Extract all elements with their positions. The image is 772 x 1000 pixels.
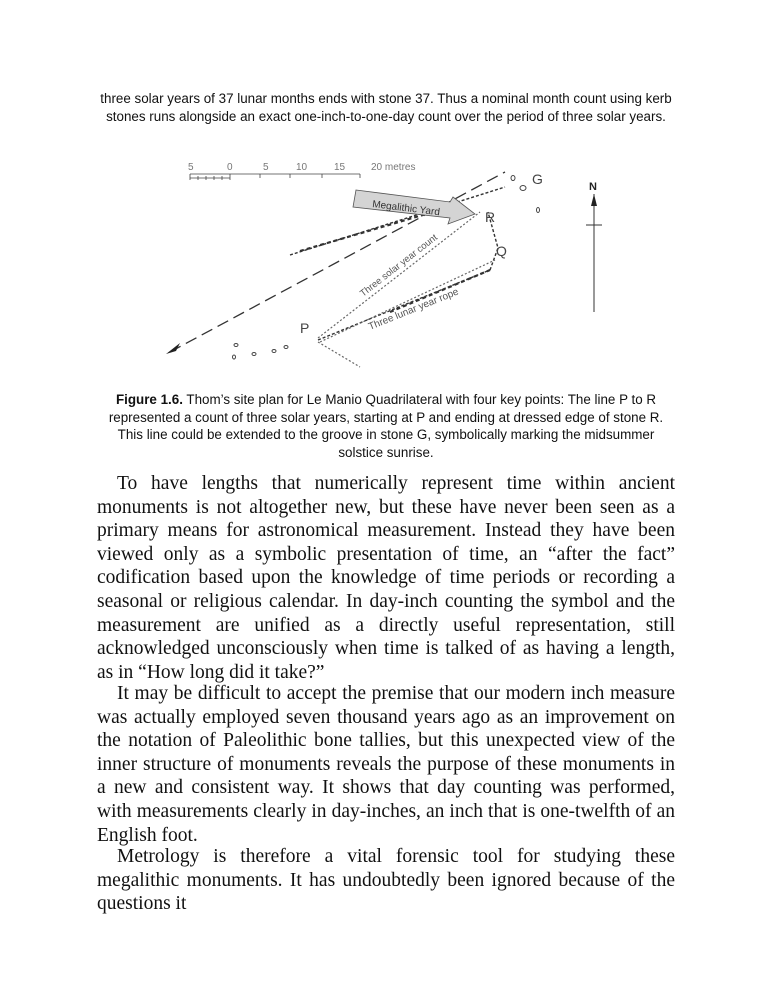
count-lines [318, 212, 495, 367]
intro-caption: three solar years of 37 lunar months ends with stone 37. Thus a nominal month count using kerb stones runs alongside an exact one-inch-to-one-day count over the period of three solar years. [100, 91, 672, 124]
scale-tick-label: 5 [263, 162, 269, 173]
scale-tick-label: 20 metres [371, 162, 416, 173]
scale-tick-label: 0 [227, 162, 233, 173]
point-r-label: R [485, 209, 496, 225]
figure-caption-label: Figure 1.6. [115, 392, 183, 407]
point-g-label: G [532, 171, 543, 187]
site-plan-diagram [150, 152, 630, 374]
body-paragraph-2 [97, 682, 675, 847]
scale-tick-label: 5 [188, 162, 194, 173]
figure-caption-text: Thom’s site plan for Le Manio Quadrilateral with four key points: The line P to R represented a count of three solar years, starting at P and ending at dressed edge of stone R. This line could be extended to the groove in stone G, symbolically marking the midsummer solstice sunrise. [108, 392, 664, 460]
north-label: N [589, 181, 597, 193]
megalithic-yard-label: Megalithic Yard [371, 199, 441, 219]
scale-bar [190, 174, 360, 180]
solar-count-label: Three solar year count [358, 232, 440, 300]
figure-caption [100, 391, 672, 461]
body-paragraph-1 [97, 472, 675, 684]
scale-labels [188, 162, 415, 173]
paragraph-text: Metrology is therefore a vital forensic tool for studying these megalithic monuments. It has undoubtedly been ignored because of the questions it [97, 846, 675, 915]
paragraph-text: It may be difficult to accept the premise that our modern inch measure was actually employed seven thousand years ago as an improvement on the notation of Paleolithic bone tallies, but this unexpected view of the inner structure of monuments reveals the purpose of these monuments in a new and consistent way. It shows that day counting was performed, with measurements clearly in day-inches, an inch that is one-twelfth of an English foot. [97, 683, 675, 846]
point-q-label: Q [496, 243, 507, 259]
megalithic-yard-arrow [353, 190, 475, 224]
north-arrow [586, 181, 602, 312]
site-plan-figure [150, 152, 630, 374]
body-paragraph-3 [97, 845, 675, 916]
paragraph-text: To have lengths that numerically represent time within ancient monuments is not altogether new, but these have never been seen as a primary means for astronomical measurement. Instead they have been viewed only as a symbolic presentation of time, an “after the fact” codification based upon the knowledge of time periods or recording a seasonal or religious calendar. In day-inch counting the symbol and the measurement are unified as a directly useful representation, still acknowledged unconsciously when time is talked of as having a length, as in “How long did it take?” [97, 473, 675, 683]
scale-tick-label: 15 [334, 162, 346, 173]
point-p-label: P [300, 320, 310, 336]
lunar-rope-label: Three lunar year rope [367, 286, 461, 333]
stone-row-lower [318, 212, 498, 340]
scale-tick-label: 10 [296, 162, 308, 173]
